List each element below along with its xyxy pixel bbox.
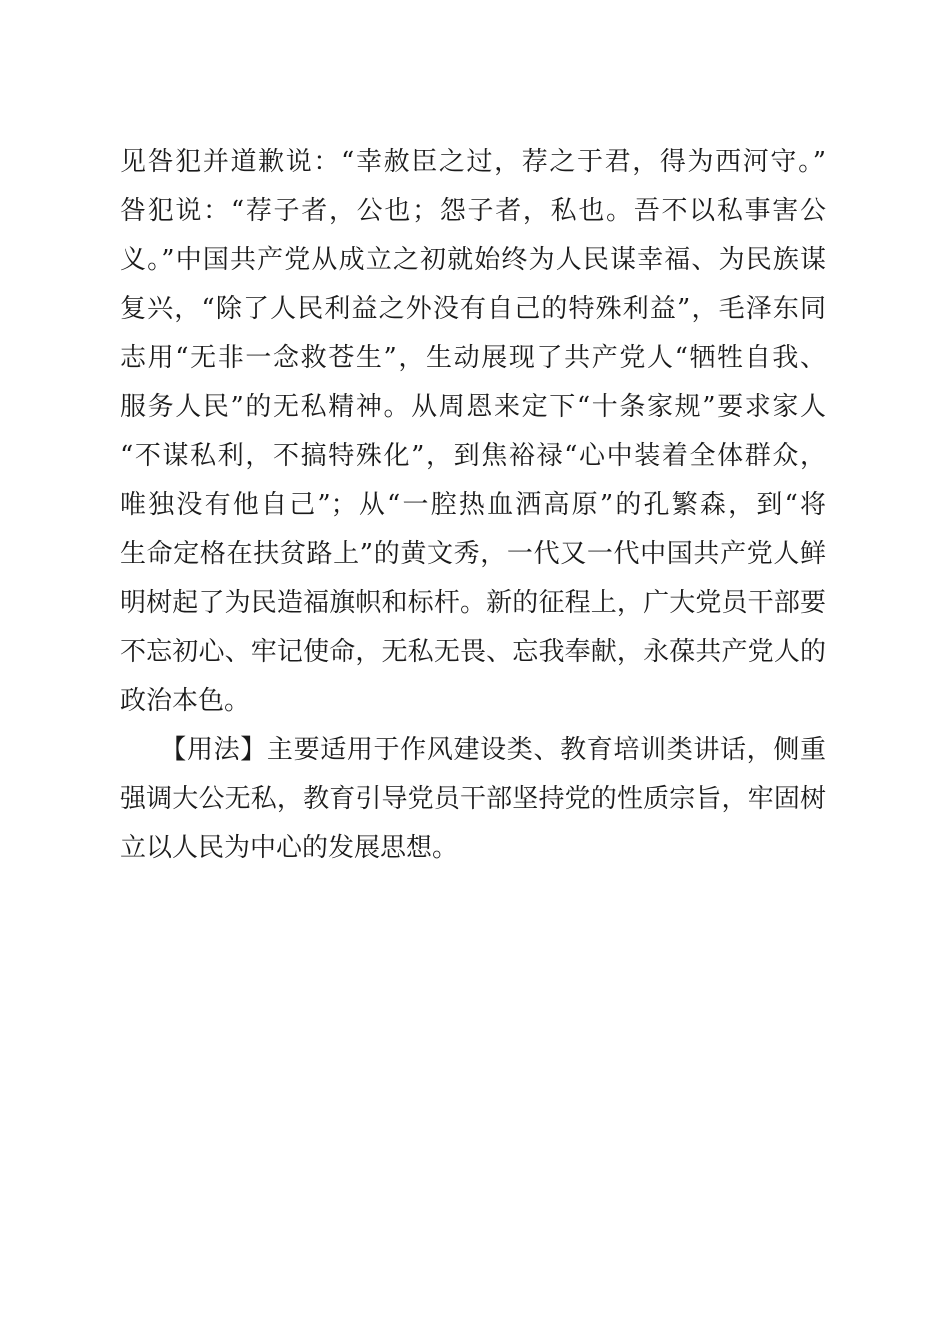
text-line: 唯独没有他自己”；从“一腔热血洒高原”的孔繁森，到“将 [120, 490, 826, 520]
document-body [120, 138, 826, 873]
paragraph-story [120, 138, 826, 726]
text-line: 强调大公无私，教育引导党员干部坚持党的性质宗旨，牢固树 [120, 784, 826, 814]
text-line: “不谋私利，不搞特殊化”，到焦裕禄“心中装着全体群众， [120, 441, 826, 471]
text-line: 不忘初心、牢记使命，无私无畏、忘我奉献，永葆共产党人的 [120, 637, 826, 667]
text-line: 复兴，“除了人民利益之外没有自己的特殊利益”，毛泽东同 [120, 294, 826, 324]
text-line: 生命定格在扶贫路上”的黄文秀，一代又一代中国共产党人鲜 [120, 539, 826, 569]
text-line: 服务人民”的无私精神。从周恩来定下“十条家规”要求家人 [120, 392, 826, 422]
text-line: 立以人民为中心的发展思想。 [120, 833, 459, 863]
text-line: 见咎犯并道歉说：“幸赦臣之过，荐之于君，得为西河守。” [120, 147, 826, 177]
text-line: 明树起了为民造福旗帜和标杆。新的征程上，广大党员干部要 [120, 588, 826, 618]
text-line: 志用“无非一念救苍生”，生动展现了共产党人“牺牲自我、 [120, 343, 826, 373]
text-line: 【用法】主要适用于作风建设类、教育培训类讲话，侧重 [120, 735, 826, 765]
text-line: 义。”中国共产党从成立之初就始终为人民谋幸福、为民族谋 [120, 245, 826, 275]
text-line: 政治本色。 [120, 686, 251, 716]
paragraph-usage [120, 726, 826, 873]
text-line: 咎犯说：“荐子者，公也；怨子者，私也。吾不以私事害公 [120, 196, 826, 226]
